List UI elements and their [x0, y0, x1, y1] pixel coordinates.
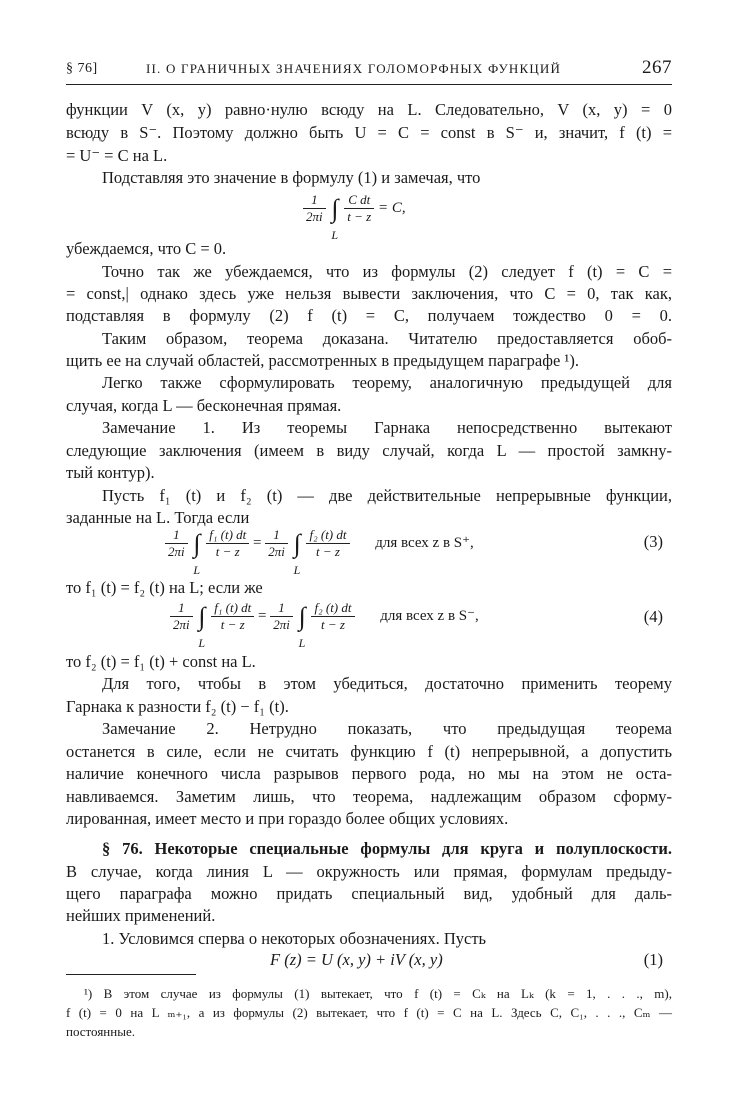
text-line: то f₁ (t) = f₂ (t) на L; если же [66, 578, 263, 597]
equation-label-4: (4) [643, 607, 663, 626]
section-heading: § 76. Некоторые специальные формулы для круга и полуплоскости. [102, 839, 672, 858]
formula-integral-c: $\frac{1}{2\pi i}$ ∫ L $\frac{\text{C dt}}{t - z}$ = C, [303, 192, 406, 225]
text-line: щить ее на случай областей, рассмотренных в предыдущем параграфе ¹). [66, 351, 579, 370]
formula-4: $\frac{1}{2\pi i}$ ∫ L $\frac{\text{f₁ (t) dt}}{t - z}$ = $\frac{1}{2\pi i}$ ∫ L $\frac{\text{f₂ (t) dt}}{t - z}$ для всех z в S⁻, [170, 600, 479, 633]
text-line: Таким образом, теорема доказана. Читателю предоставляется обоб- [102, 329, 672, 348]
header-chapter: II. О ГРАНИЧНЫХ ЗНАЧЕНИЯХ ГОЛОМОРФНЫХ ФУНКЦИЙ [146, 61, 562, 76]
text-line: Для того, чтобы в этом убедиться, достаточно применить теорему [102, 674, 672, 693]
text-line: убеждаемся, что C = 0. [66, 239, 227, 258]
text-line: навливаемся. Заметим лишь, что теорема, надлежащим образом сформу- [66, 787, 672, 806]
text-line: Легко также сформулировать теорему, аналогичную предыдущей для [102, 373, 672, 392]
equation-label-1: (1) [643, 950, 663, 969]
text-line: Подставляя это значение в формулу (1) и замечая, что [102, 168, 481, 187]
text-line: лированная, имеет место и при гораздо более общих условиях. [66, 809, 509, 828]
text-line: Гарнака к разности f₂ (t) − f₁ (t). [66, 697, 289, 716]
formula-3: $\frac{1}{2\pi i}$ ∫ L $\frac{\text{f₁ (t) dt}}{t - z}$ = $\frac{1}{2\pi i}$ ∫ L $\frac{\text{f₂ (t) dt}}{t - z}$ для всех z в S⁺, [165, 527, 474, 560]
text-line: останется в силе, если не считать функцию f (t) непрерывной, а допустить [66, 742, 672, 761]
text-line: наличие конечного числа разрывов первого рода, но мы на этом не оста- [66, 764, 672, 783]
footnote-line: постоянные. [66, 1024, 135, 1039]
text-line: 1. Условимся сперва о некоторых обозначениях. Пусть [102, 929, 487, 948]
header-section: § 76] [66, 61, 98, 76]
equation-label-3: (3) [643, 532, 663, 551]
footnote-rule [66, 974, 196, 975]
page-number: 267 [642, 57, 672, 78]
text-line: = U⁻ = C на L. [66, 146, 168, 165]
text-line: тый контур). [66, 463, 155, 482]
text-line: подставляя в формулу (2) f (t) = C, получаем тождество 0 = 0. [66, 306, 672, 325]
text-line: щего параграфа можно придать специальный вид, удобный для даль- [66, 884, 672, 903]
text-line: следующие заключения (имеем в виду случай, когда L — простой замкну- [66, 441, 672, 460]
text-line: то f₂ (t) = f₁ (t) + const на L. [66, 652, 256, 671]
footnote-line: f (t) = 0 на L ₘ₊₁, а из формулы (2) вытекает, что f (t) = C на L. Здесь C, C₁, . . ., Cₘ — [66, 1005, 672, 1020]
text-line: Замечание 2. Нетрудно показать, что предыдущая теорема [102, 719, 672, 738]
formula-1: F (z) = U (x, y) + iV (x, y) [270, 950, 443, 969]
running-header [66, 57, 672, 87]
text-line: В случае, когда линия L — окружность или прямая, формулам предыду- [66, 862, 672, 881]
text-line: = const,| однако здесь уже нельзя вывести заключения, что C = 0, так как, [66, 284, 672, 303]
text-line: всюду в S⁻. Поэтому должно быть U = C = const в S⁻ и, значит, f (t) = [66, 123, 672, 142]
text-line: Замечание 1. Из теоремы Гарнака непосредственно вытекают [102, 418, 672, 437]
text-line: нейших применений. [66, 906, 216, 925]
header-rule [66, 84, 672, 85]
text-line: Точно так же убеждаемся, что из формулы (2) следует f (t) = C = [102, 262, 672, 281]
text-line: Пусть f₁ (t) и f₂ (t) — две действительные непрерывные функции, [102, 486, 672, 505]
text-line: заданные на L. Тогда если [66, 508, 250, 527]
text-line: функции V (x, y) равно·нулю всюду на L. Следовательно, V (x, y) = 0 [66, 100, 672, 119]
footnote-line: ¹) В этом случае из формулы (1) вытекает, что f (t) = Cₖ на Lₖ (k = 1, . . ., m), [84, 986, 672, 1001]
text-line: случая, когда L — бесконечная прямая. [66, 396, 342, 415]
